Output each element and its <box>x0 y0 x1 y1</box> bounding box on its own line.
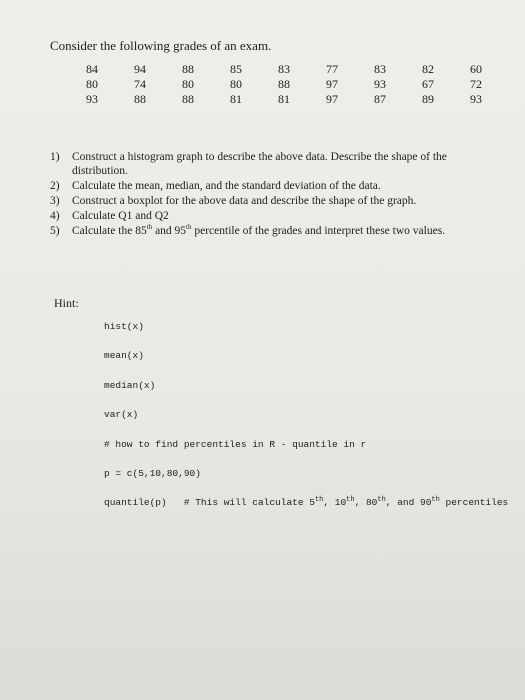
superscript: th <box>314 495 324 504</box>
grade-cell: 80 <box>86 77 98 91</box>
list-item <box>50 224 490 238</box>
grade-cell: 88 <box>182 62 194 76</box>
table-row <box>68 77 500 92</box>
grade-cell: 88 <box>134 92 146 106</box>
question-text: Calculate the mean, median, and the standard deviation of the data. <box>72 180 381 192</box>
code-median: median(x) <box>104 380 156 391</box>
grades-table <box>68 62 500 107</box>
grade-cell: 83 <box>278 62 290 76</box>
question-number: 3) <box>50 195 60 207</box>
question-text <box>72 224 490 238</box>
grade-cell: 81 <box>230 92 242 106</box>
grade-cell: 93 <box>374 77 386 91</box>
document-title: Consider the following grades of an exam. <box>50 38 272 53</box>
grade-cell: 85 <box>230 62 242 76</box>
code-comment: # how to find percentiles in R - quantile in r <box>104 439 367 450</box>
grade-cell: 77 <box>326 62 338 76</box>
grade-cell: 72 <box>470 77 482 91</box>
superscript: th <box>146 223 153 232</box>
question-text: Construct a histogram graph to describe the above data. Describe the shape of the distribution. <box>72 151 447 177</box>
code-quantile-comment: , 80 <box>354 497 378 508</box>
code-quantile-call: quantile(p) <box>104 497 167 508</box>
list-item <box>50 209 490 223</box>
grade-cell: 74 <box>134 77 146 91</box>
superscript: th <box>431 495 440 504</box>
question-text: Construct a boxplot for the above data and describe the shape of the graph. <box>72 195 417 207</box>
superscript: th <box>186 223 192 232</box>
code-quantile-comment: , and 90 <box>385 497 432 508</box>
code-hist: hist(x) <box>104 321 144 332</box>
question-text-part: percentile of the grades and interpret these two values. <box>191 225 446 237</box>
question-text-part: Calculate the 85 <box>72 225 147 237</box>
grade-cell: 83 <box>374 62 386 76</box>
grade-cell: 93 <box>470 92 482 106</box>
list-item <box>50 150 490 178</box>
hint-label: Hint: <box>54 296 79 310</box>
grade-cell: 80 <box>182 77 194 91</box>
grade-cell: 84 <box>86 62 98 76</box>
superscript: th <box>377 495 386 504</box>
grade-cell: 87 <box>374 92 386 106</box>
table-row <box>68 62 500 77</box>
code-p-assign: p = c(5,10,80,90) <box>104 468 201 479</box>
question-number: 4) <box>50 210 60 222</box>
code-quantile-comment: # This will calculate 5 <box>183 497 315 508</box>
grade-cell: 60 <box>470 62 482 76</box>
grade-cell: 82 <box>422 62 434 76</box>
code-quantile-comment: percentiles <box>439 497 509 508</box>
list-item <box>50 179 490 193</box>
question-number: 1) <box>50 151 60 163</box>
code-var: var(x) <box>104 409 139 420</box>
grade-cell: 97 <box>326 77 338 91</box>
table-row <box>68 92 500 107</box>
grade-cell: 97 <box>326 92 338 106</box>
list-item <box>50 194 490 208</box>
question-number: 5) <box>50 225 60 237</box>
grade-cell: 88 <box>278 77 290 91</box>
question-text-part: and 95 <box>152 225 187 237</box>
code-quantile-comment: , 10 <box>323 497 347 508</box>
superscript: th <box>346 495 355 504</box>
code-mean: mean(x) <box>104 350 144 361</box>
grade-cell: 80 <box>230 77 242 91</box>
grade-cell: 67 <box>422 77 434 91</box>
grade-cell: 89 <box>422 92 434 106</box>
question-list <box>50 150 490 239</box>
grade-cell: 81 <box>278 92 290 106</box>
grade-cell: 94 <box>134 62 146 76</box>
code-quantile-line <box>104 497 508 508</box>
grade-cell: 93 <box>86 92 98 106</box>
question-number: 2) <box>50 180 60 192</box>
question-text: Calculate Q1 and Q2 <box>72 210 169 222</box>
grade-cell: 88 <box>182 92 194 106</box>
